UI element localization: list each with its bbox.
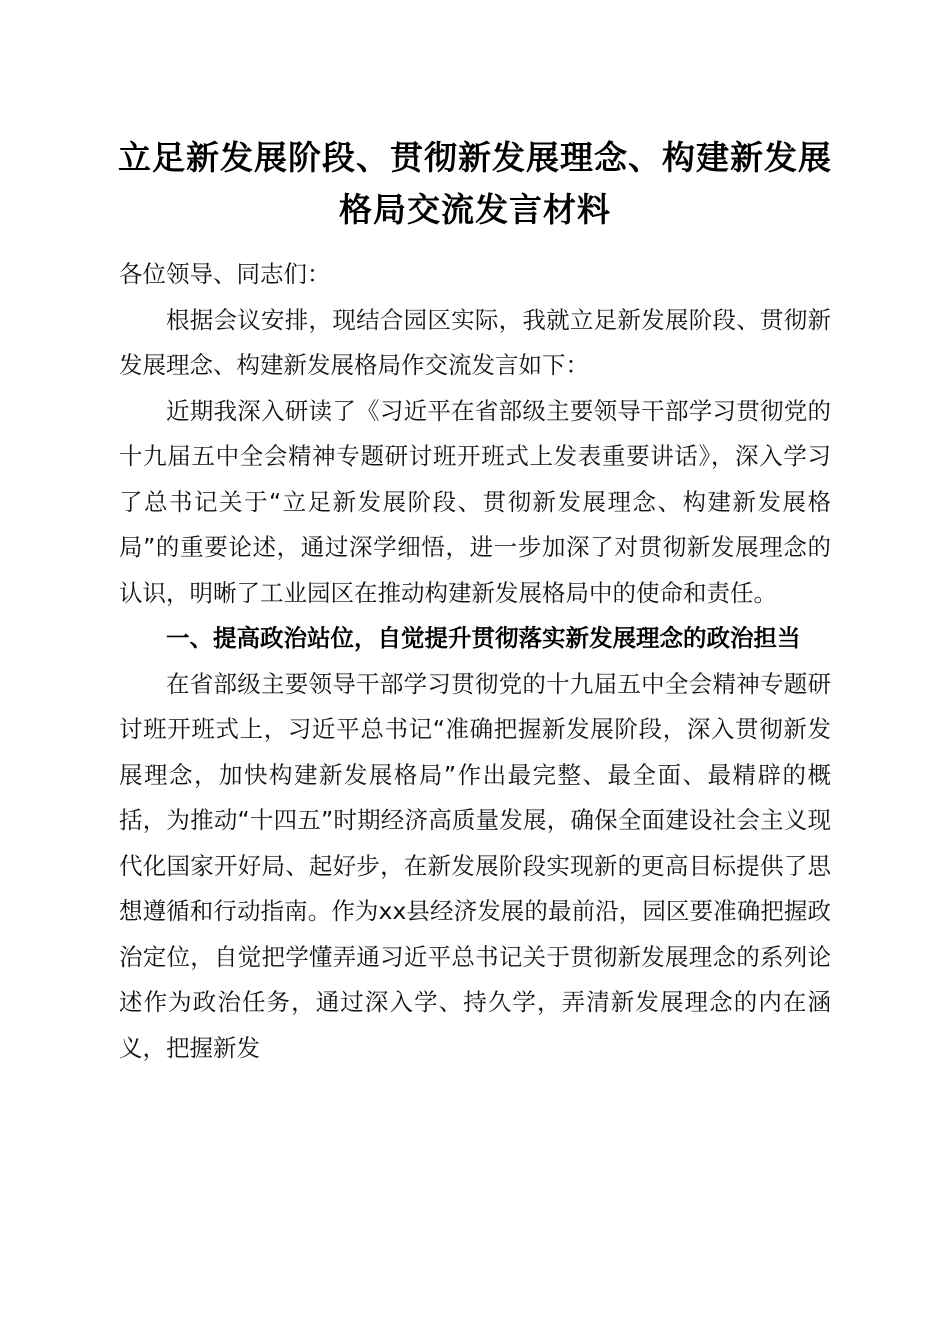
section-paragraph: 在省部级主要领导干部学习贯彻党的十九届五中全会精神专题研讨班开班式上，习近平总书记“准确把握新发展阶段，深入贯彻新发展理念，加快构建新发展格局”作出最完整、最全面、最精辟的概括，为推动“十四五”时期经济高质量发展，确保全面建设社会主义现代化国家开好局、起好步，在新发展阶段实现新的更高目标提供了思想遵循和行动指南。作为xx县经济发展的最前沿，园区要准确把握政治定位，自觉把学懂弄通习近平总书记关于贯彻新发展理念的系列论述作为政治任务，通过深入学、持久学，弄清新发展理念的内在涵义，把握新发 bbox=[119, 669, 831, 1062]
study-paragraph: 近期我深入研读了《习近平在省部级主要领导干部学习贯彻党的十九届五中全会精神专题研讨班开班式上发表重要讲话》，深入学习了总书记关于“立足新发展阶段、贯彻新发展理念、构建新发展格局”的重要论述，通过深学细悟，进一步加深了对贯彻新发展理念的认识，明晰了工业园区在推动构建新发展格局中的使命和责任。 bbox=[119, 396, 831, 607]
document-body bbox=[119, 252, 831, 1071]
salutation: 各位领导、同志们： bbox=[119, 260, 331, 288]
intro-paragraph: 根据会议安排，现结合园区实际，我就立足新发展阶段、贯彻新发展理念、构建新发展格局作交流发言如下： bbox=[119, 305, 831, 379]
document-title: 立足新发展阶段、贯彻新发展理念、构建新发展格局交流发言材料 bbox=[118, 138, 832, 229]
section-heading: 一、提高政治站位，自觉提升贯彻落实新发展理念的政治担当 bbox=[166, 624, 801, 652]
